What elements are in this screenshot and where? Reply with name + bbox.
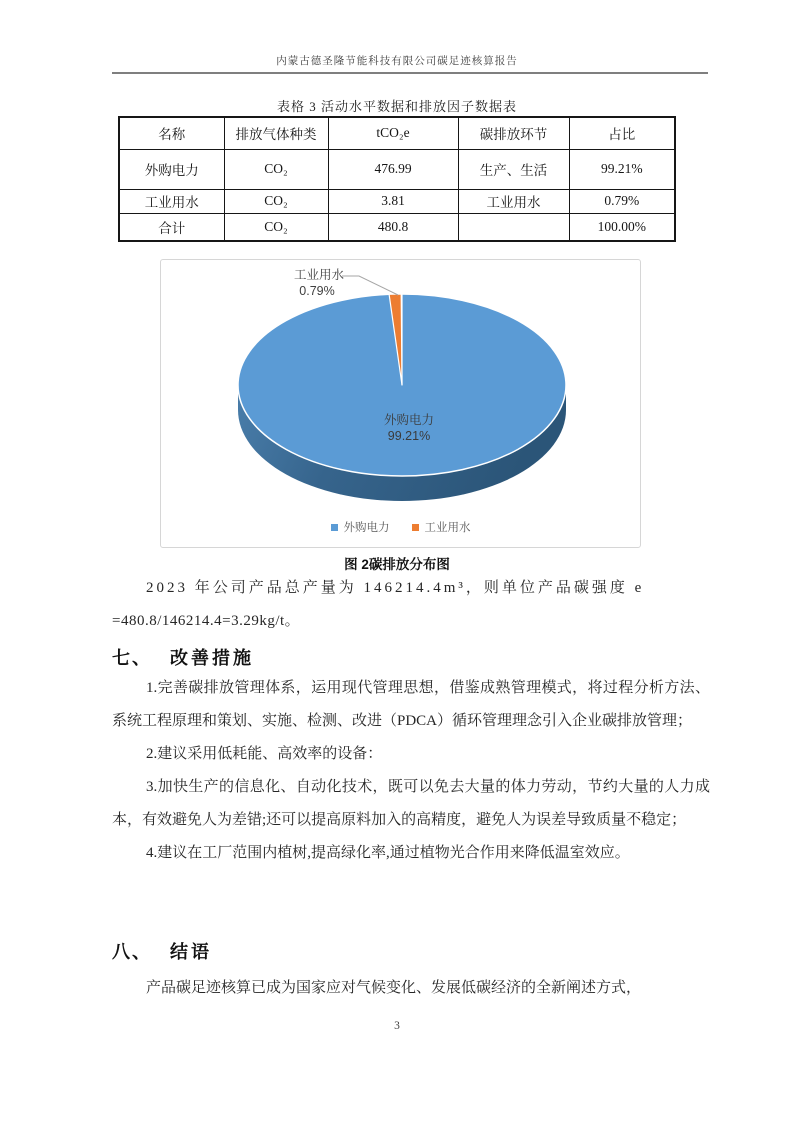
cell-tco2e: 3.81: [328, 189, 458, 213]
conclusion-paragraphs: [112, 972, 710, 1005]
cell-tco2e: 480.8: [328, 213, 458, 241]
chart-legend: [161, 519, 640, 535]
production-line-1: 2023 年公司产品总产量为 146214.4m³，则单位产品碳强度 e: [146, 580, 645, 596]
header-cell-gas: 排放气体种类: [224, 117, 328, 149]
header-cell-name: 名称: [119, 117, 224, 149]
improvement-para-4: 4.建议在工厂范围内植树,提高绿化率,通过植物光合作用来降低温室效应。: [146, 845, 630, 861]
table-caption: 表格 3 活动水平数据和排放因子数据表: [276, 99, 517, 114]
page-number: 3: [394, 1020, 400, 1032]
production-paragraph: [112, 572, 710, 638]
legend-label-water: 工业用水: [424, 522, 471, 534]
pie-chart-3d: [161, 260, 642, 549]
cell-name: 合计: [119, 213, 224, 241]
cell-name: 外购电力: [119, 149, 224, 189]
section-title: 结语: [170, 942, 212, 962]
improvements-paragraphs: [112, 672, 710, 870]
header-cell-share: 占比: [569, 117, 675, 149]
header-cell-stage: 碳排放环节: [458, 117, 569, 149]
document-header-title: 内蒙古德圣隆节能科技有限公司碳足迹核算报告: [276, 56, 518, 67]
table-row: [119, 149, 675, 189]
section-number: 八、: [112, 942, 152, 962]
emission-data-table: [118, 116, 676, 242]
improvement-para-3: 3.加快生产的信息化、自动化技术，既可以免去大量的体力劳动，节约大量的人力成本，有效避免人为差错;还可以提高原料加入的高精度，避免人为误差导致质量不稳定；: [112, 779, 710, 828]
table-row: [119, 189, 675, 213]
legend-item-electricity: [331, 519, 390, 535]
cell-stage: 生产、生活: [458, 149, 569, 189]
cell-share: 99.21%: [569, 149, 675, 189]
production-line-2: =480.8/146214.4=3.29kg/t。: [112, 613, 301, 629]
cell-gas: CO₂: [224, 189, 328, 213]
header-divider: [112, 72, 708, 74]
label-water-name: 工业用水: [293, 268, 345, 282]
table-header-row: [119, 117, 675, 149]
table-row: [119, 213, 675, 241]
cell-stage: [458, 213, 569, 241]
section-number: 七、: [112, 648, 152, 668]
legend-swatch-orange-icon: [412, 524, 419, 531]
section-heading-conclusion: [112, 938, 212, 964]
label-electricity-pct: 99.21%: [387, 429, 431, 443]
legend-label-electricity: 外购电力: [343, 522, 390, 534]
section-title: 改善措施: [170, 648, 254, 668]
cell-gas: CO₂: [224, 213, 328, 241]
improvement-para-2: 2.建议采用低耗能、高效率的设备：: [146, 746, 383, 762]
label-leader-line: [342, 276, 398, 295]
label-water-pct: 0.79%: [299, 284, 335, 298]
cell-name: 工业用水: [119, 189, 224, 213]
cell-share: 100.00%: [569, 213, 675, 241]
cell-gas: CO₂: [224, 149, 328, 189]
conclusion-para-1: 产品碳足迹核算已成为国家应对气候变化、发展低碳经济的全新阐述方式，: [146, 980, 642, 996]
section-heading-improvements: [112, 644, 254, 670]
header-cell-tco2e: tCO₂e: [328, 117, 458, 149]
legend-swatch-blue-icon: [331, 524, 338, 531]
cell-tco2e: 476.99: [328, 149, 458, 189]
figure-caption: 图 2碳排放分布图: [344, 557, 450, 572]
improvement-para-1: 1.完善碳排放管理体系，运用现代管理思想，借鉴成熟管理模式，将过程分析方法、系统工程原理和策划、实施、检测、改进（PDCA）循环管理理念引入企业碳排放管理；: [112, 680, 710, 729]
legend-item-water: [412, 519, 471, 535]
pie-chart-container: [160, 259, 641, 548]
label-electricity-name: 外购电力: [383, 413, 435, 427]
cell-stage: 工业用水: [458, 189, 569, 213]
cell-share: 0.79%: [569, 189, 675, 213]
